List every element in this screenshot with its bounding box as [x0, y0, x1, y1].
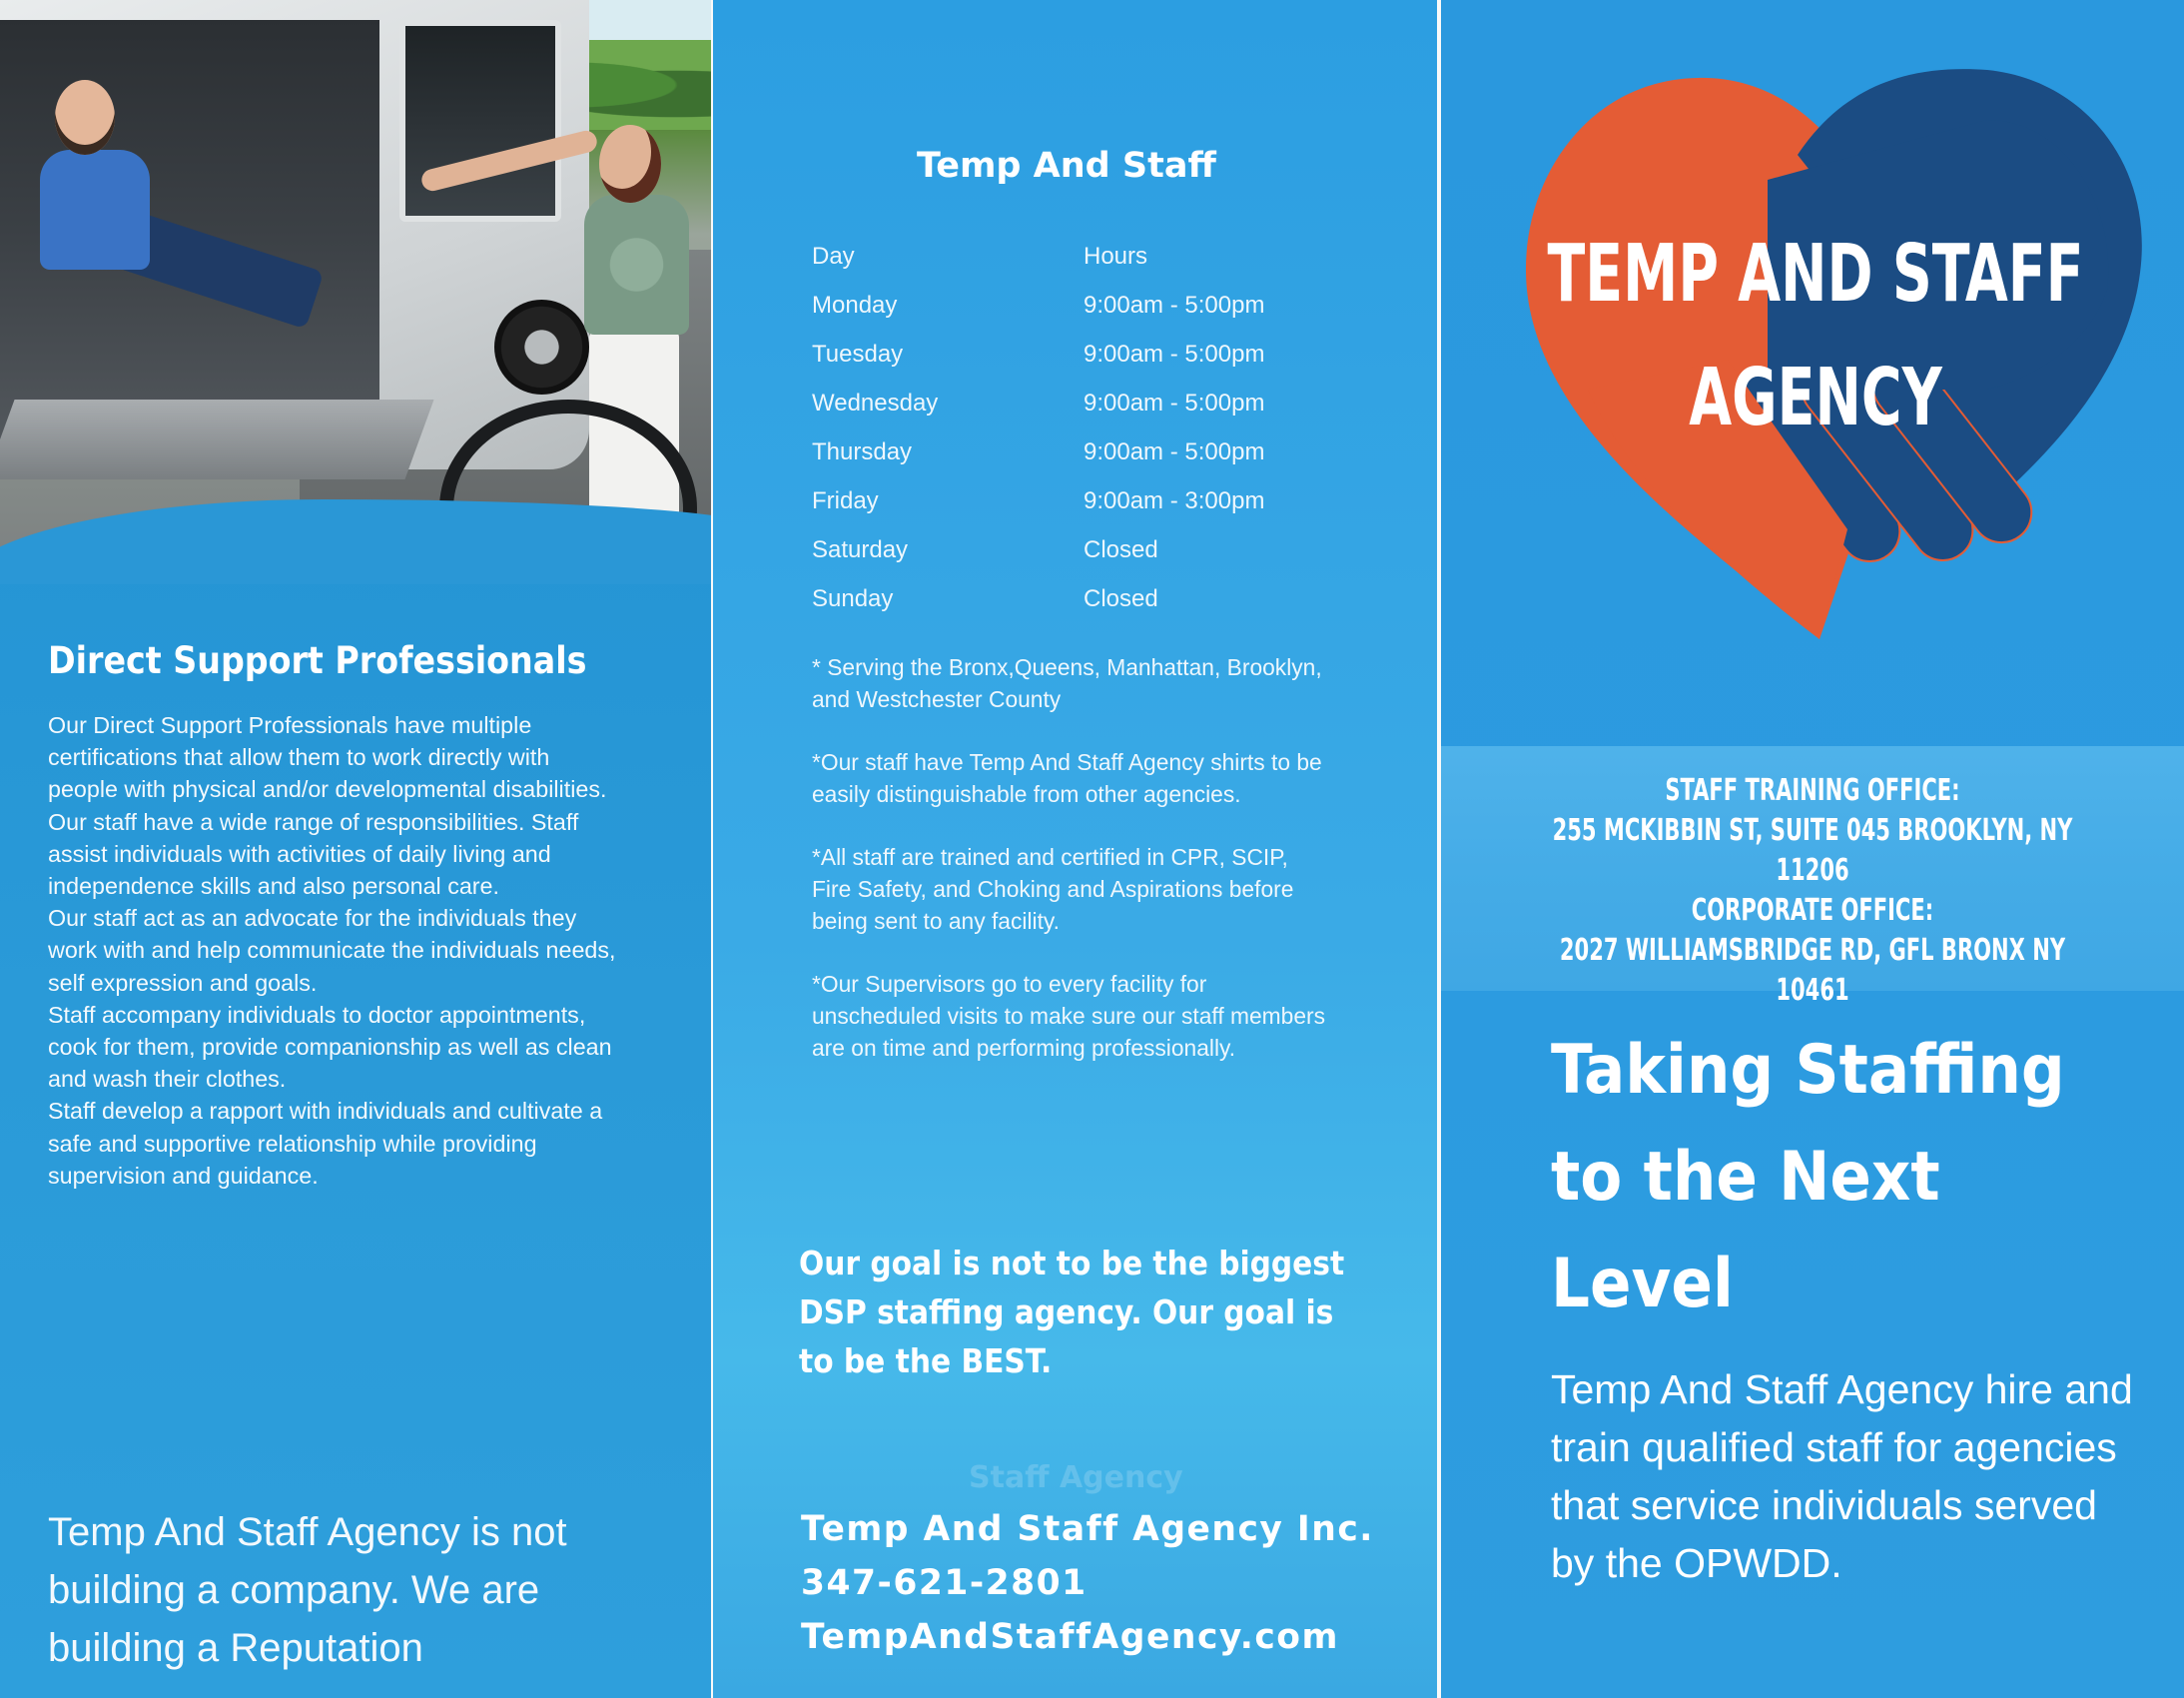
office-label: STAFF TRAINING OFFICE: [1665, 773, 1960, 808]
hours-value: 9:00am - 5:00pm [1084, 340, 1265, 368]
hours-title: Temp And Staff [917, 146, 1216, 186]
logo-line-1: TEMP AND STAFF [1547, 228, 2084, 320]
hours-day: Monday [812, 291, 898, 319]
hours-row [812, 525, 1331, 574]
hours-day: Saturday [812, 535, 909, 563]
hours-row [812, 476, 1331, 525]
note-training: *All staff are trained and certified in CPR, SCIP, Fire Safety, and Choking and Aspirations before being sent to any facility. [812, 844, 1294, 934]
contact-website: TempAndStaffAgency.com [801, 1617, 1339, 1657]
service-notes [812, 651, 1331, 1095]
hours-row [812, 379, 1331, 427]
left-panel [0, 0, 711, 1698]
office-address: 255 MCKIBBIN ST, SUITE 045 BROOKLYN, NY 11206 [1552, 813, 2073, 888]
hours-header-hours: Hours [1084, 242, 1148, 270]
hours-value: 9:00am - 5:00pm [1084, 389, 1265, 417]
hours-day: Thursday [812, 437, 913, 465]
faded-watermark-text: Staff Agency [969, 1460, 1183, 1495]
hours-row [812, 427, 1331, 476]
office-training [1441, 771, 2184, 891]
goal-statement: Our goal is not to be the biggest DSP staffing agency. Our goal is to be the BEST. [799, 1244, 1345, 1380]
dsp-paragraph: Our staff act as an advocate for the individuals they work with and help communicate the individuals needs, self expression and goals. [48, 905, 616, 996]
reputation-tagline: Temp And Staff Agency is not building a company. We are building a Reputation [48, 1510, 567, 1670]
dsp-description [48, 709, 617, 1192]
hours-day: Tuesday [812, 340, 904, 368]
hours-value: 9:00am - 5:00pm [1084, 291, 1265, 319]
contact-block [801, 1502, 1420, 1664]
hours-header-row [812, 232, 1331, 281]
logo-line-2: AGENCY [1689, 352, 1942, 443]
office-label: CORPORATE OFFICE: [1691, 893, 1934, 928]
hours-day: Friday [812, 486, 879, 514]
note-shirts: *Our staff have Temp And Staff Agency shirts to be easily distinguishable from other agencies. [812, 749, 1322, 807]
agency-description: Temp And Staff Agency hire and train qualified staff for agencies that service individuals served by the OPWDD. [1551, 1366, 2133, 1586]
hours-table [812, 232, 1331, 623]
hours-row [812, 281, 1331, 330]
hours-value: Closed [1084, 584, 1158, 612]
hours-row [812, 330, 1331, 379]
dsp-paragraph: Staff develop a rapport with individuals and cultivate a safe and supportive relationship while providing supervision and guidance. [48, 1098, 603, 1189]
office-corporate [1441, 891, 2184, 1011]
hours-value: 9:00am - 5:00pm [1084, 437, 1265, 465]
note-supervisors: *Our Supervisors go to every facility for unscheduled visits to make sure our staff members are on time and performing professionally. [812, 971, 1326, 1061]
office-address: 2027 WILLIAMSBRIDGE RD, GFL BRONX NY 10461 [1559, 933, 2066, 1008]
dsp-paragraph: Our Direct Support Professionals have multiple certifications that allow them to work directly with people with physical and/or developmental disabilities. Our staff have a wide range of responsibilities. Staff assist individuals with activities of daily living and independence skills and also personal care. [48, 712, 607, 900]
hours-header-day: Day [812, 242, 855, 270]
dsp-heading: Direct Support Professionals [48, 639, 587, 682]
logo-wordmark [1547, 212, 2084, 459]
hours-day: Wednesday [812, 389, 939, 417]
hours-day: Sunday [812, 584, 894, 612]
note-service-area: * Serving the Bronx,Queens, Manhattan, Brooklyn, and Westchester County [812, 654, 1322, 712]
dsp-paragraph: Staff accompany individuals to doctor appointments, cook for them, provide companionship as well as clean and wash their clothes. [48, 1001, 612, 1093]
contact-company: Temp And Staff Agency Inc. [801, 1509, 1374, 1549]
photo-van-wheelchair [0, 0, 711, 584]
hours-value: Closed [1084, 535, 1158, 563]
contact-phone: 347-621-2801 [801, 1563, 1088, 1603]
hours-value: 9:00am - 3:00pm [1084, 486, 1265, 514]
hours-row [812, 574, 1331, 623]
headline: Taking Staffing to the Next Level [1551, 1031, 2065, 1323]
